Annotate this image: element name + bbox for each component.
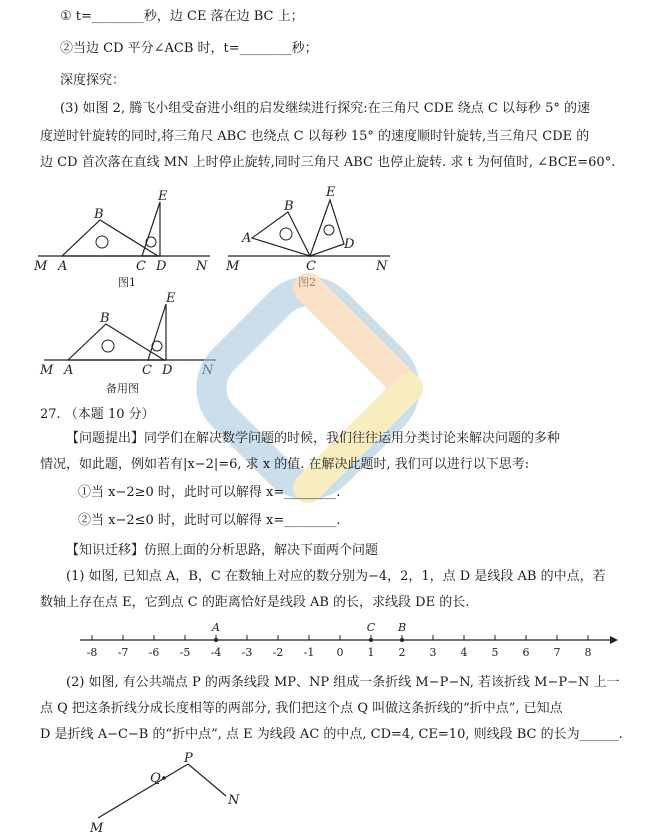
q26-part3-line-1: (3) 如图 2, 腾飞小组受奋进小组的启发继续进行探究:在三角尺 CDE 绕点 C 以每秒 5° 的速 (60, 101, 590, 116)
fig2-label-C: C (306, 259, 316, 274)
number-line-tick-label: 0 (336, 646, 344, 659)
fig1-label-C: C (136, 259, 146, 274)
fig1-label-N: N (196, 259, 208, 274)
q26-line-2: ②当边 CD 平分∠ACB 时，t=________秒； (60, 41, 318, 56)
q27-transfer-heading: 【知识迁移】仿照上面的分析思路，解决下面两个问题 (66, 543, 379, 558)
number-line-tick-label: -2 (272, 646, 284, 659)
number-line-point-A (214, 638, 218, 642)
fig3-caption: 备用图 (106, 382, 139, 395)
number-line-point-label: C (366, 621, 376, 634)
fig1-caption: 图1 (118, 276, 136, 289)
q27-problem-line-1: 【问题提出】同学们在解决数学问题的时候，我们往往运用分类讨论来解决问题的多种 (66, 431, 561, 446)
fig4-label-P: P (184, 752, 193, 766)
fig3-label-A: A (64, 363, 74, 378)
fig2-caption: 图2 (298, 276, 316, 289)
q27-part1-line-1: (1) 如图, 已知点 A，B，C 在数轴上对应的数分别为−4，2，1，点 D 是线段 AB 的中点，若 (66, 569, 606, 584)
number-line-tick-label: 2 (398, 646, 406, 659)
fig3-label-C: C (142, 363, 152, 378)
number-line-tick-label: 8 (584, 646, 592, 659)
number-line-tick-label: -5 (179, 646, 191, 659)
number-line-tick-label: 5 (491, 646, 499, 659)
fig4-label-Q: Q (150, 771, 161, 786)
number-line-tick-label: -7 (117, 646, 129, 659)
number-line-tick-label: 3 (429, 646, 437, 659)
number-line (80, 620, 620, 666)
q27-part2-line-3: D 是折线 A−C−B 的“折中点”, 点 E 为线段 AC 的中点, CD=4, CE=10, 则线段 BC 的长为______. (40, 727, 623, 742)
number-line-tick-label: -3 (241, 646, 253, 659)
fig3-label-B: B (100, 311, 110, 326)
number-line-tick-label: 7 (553, 646, 561, 659)
q27-case-1: ①当 x−2≥0 时，此时可以解得 x=________. (78, 485, 341, 500)
fig2-label-B: B (284, 199, 294, 214)
number-line-tick-label: -4 (210, 646, 222, 659)
number-line-tick-label: 4 (460, 646, 468, 659)
q27-header: 27. （本题 10 分） (40, 407, 155, 422)
fig1-label-E: E (158, 190, 168, 204)
fig2-label-A: A (242, 231, 252, 246)
q26-line-1: ① t=________秒，边 CE 落在边 BC 上； (60, 9, 304, 24)
fig3-label-E: E (166, 292, 176, 306)
fig2-label-E: E (326, 185, 336, 200)
fig1-label-D: D (156, 259, 167, 274)
fig3-label-D: D (162, 363, 173, 378)
number-line-tick-label: -8 (86, 646, 98, 659)
number-line-point-C (369, 638, 373, 642)
fig4-label-N: N (228, 793, 240, 808)
number-line-point-label: A (212, 621, 220, 634)
fig1-label-M: M (34, 259, 48, 274)
number-line-tick-label: 6 (522, 646, 530, 659)
number-line-tick-label: -6 (148, 646, 160, 659)
q27-case-2: ②当 x−2≤0 时，此时可以解得 x=________. (78, 513, 341, 528)
q26-part3-line-2: 度逆时针旋转的同时,将三角尺 ABC 也绕点 C 以每秒 15° 的速度顺时针旋转,当三角尺 CDE 的 (40, 129, 590, 144)
fig3-label-M: M (40, 363, 54, 378)
number-line-tick-label: -1 (303, 646, 315, 659)
figure-broken-line (84, 752, 264, 838)
q27-part2-line-2: 点 Q 把这条折线分成长度相等的两部分, 我们把这个点 Q 叫做这条折线的“折中点”, 已知点 (40, 701, 563, 716)
fig1-label-A: A (58, 259, 68, 274)
number-line-tick-label: 1 (367, 646, 375, 659)
deep-explore-heading: 深度探究： (60, 73, 126, 88)
q27-problem-line-2: 情况，如此题，例如若有|x−2|=6, 求 x 的值. 在解决此题时, 我们可以进行以下思考: (40, 457, 530, 472)
q27-part1-line-2: 数轴上存在点 E，它到点 C 的距离恰好是线段 AB 的长，求线段 DE 的长. (40, 595, 470, 610)
fig1-label-B: B (94, 207, 104, 222)
fig3-label-N: N (202, 363, 214, 378)
q26-part3-line-3: 边 CD 首次落在直线 MN 上时停止旋转,同时三角尺 ABC 也停止旋转. 求 t 为何值时, ∠BCE=60°. (40, 155, 616, 170)
q27-part2-line-1: (2) 如图, 有公共端点 P 的两条线段 MP、NP 组成一条折线 M−P−N, 若该折线 M−P−N 上一 (66, 675, 620, 690)
number-line-point-label: B (397, 621, 407, 634)
number-line-point-B (400, 638, 404, 642)
fig4-label-M: M (90, 821, 104, 836)
fig2-label-N: N (376, 259, 388, 274)
fig2-label-M: M (226, 259, 240, 274)
fig2-label-D: D (344, 237, 355, 252)
